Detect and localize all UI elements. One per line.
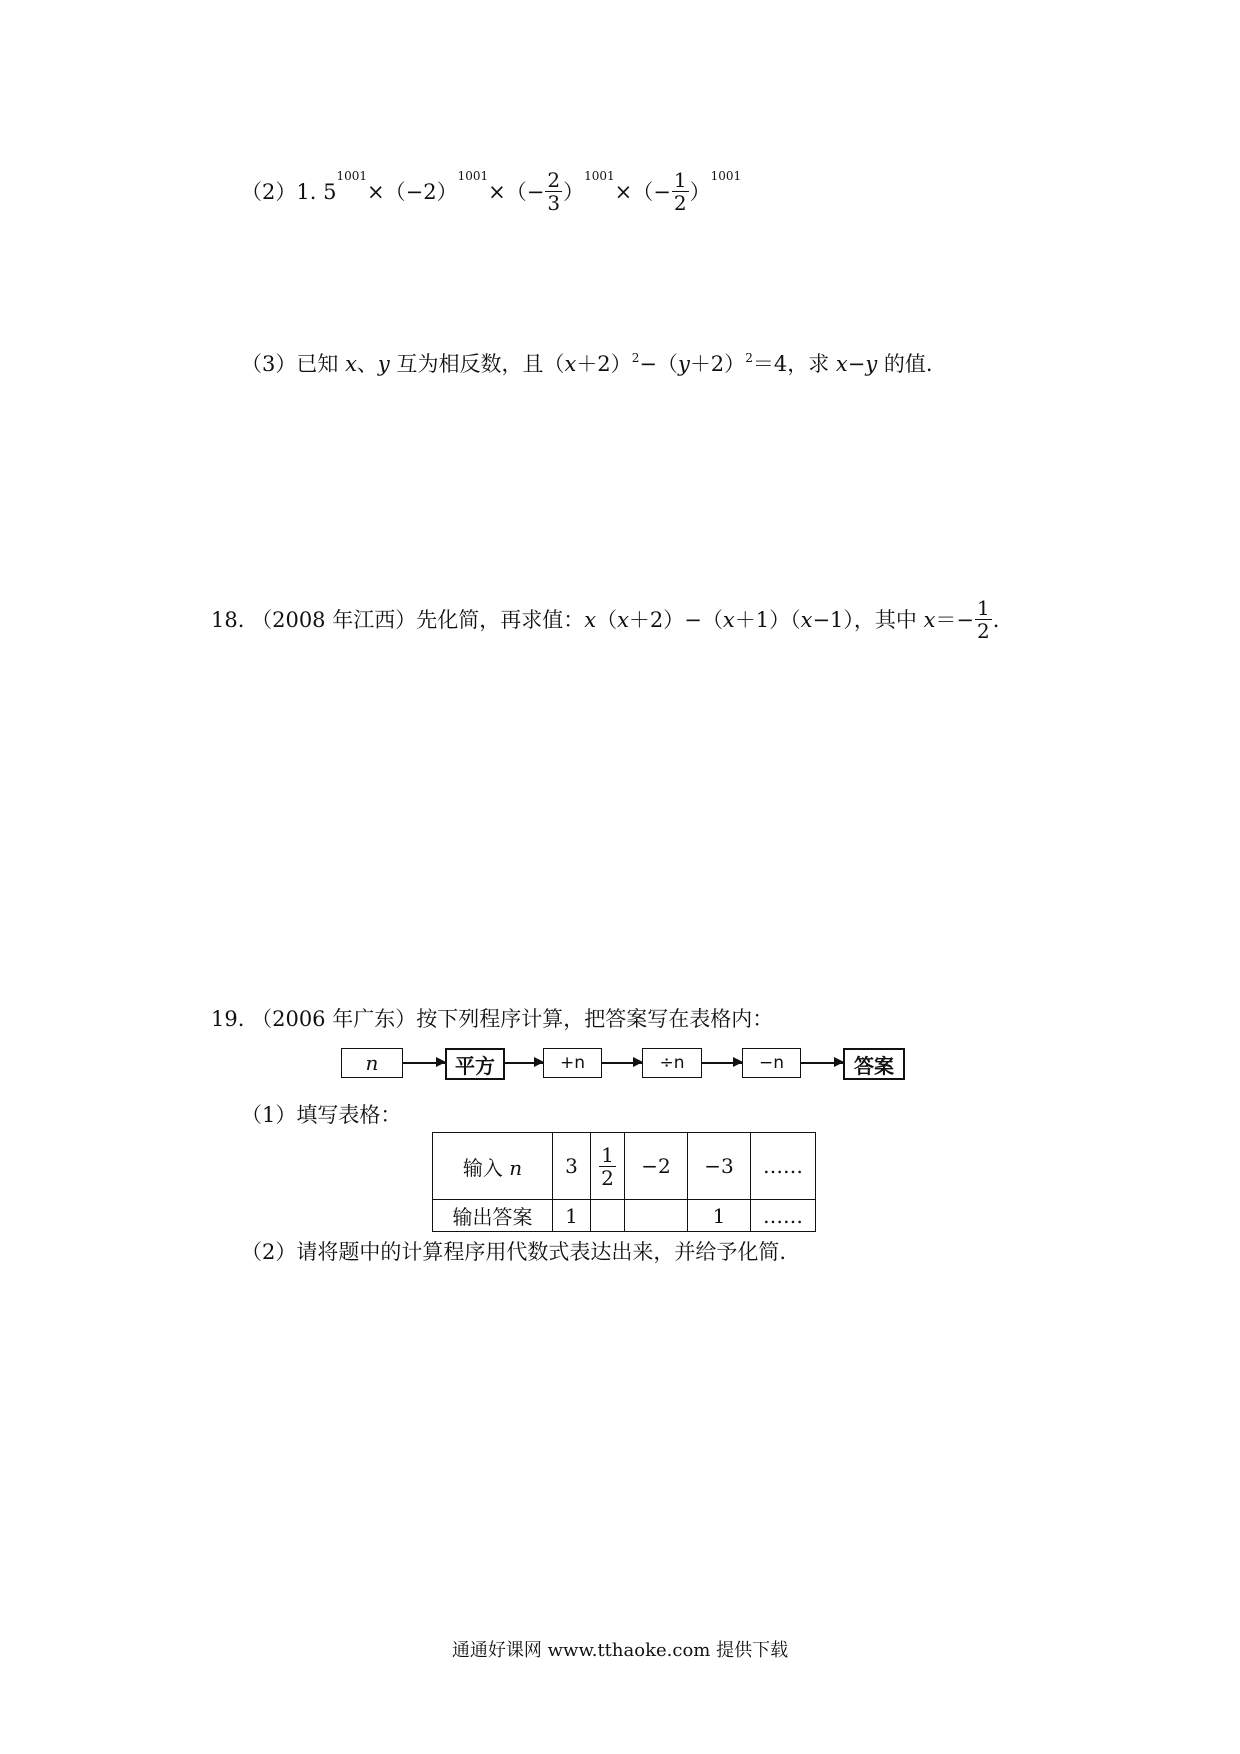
flow-arrow <box>801 1062 843 1064</box>
flow-box-divide-n: ÷n <box>642 1048 702 1078</box>
table-cell-empty <box>625 1200 688 1232</box>
answer-table <box>432 1132 816 1232</box>
fraction-one-half: $\frac{1}{2}$ <box>977 596 990 643</box>
question-source: （2008 年江西） <box>251 608 417 632</box>
flow-arrow <box>403 1062 445 1064</box>
fraction-one-half: $\frac{1}{2}$ <box>673 168 687 215</box>
q19-part1-label: （1）填写表格： <box>241 1103 402 1127</box>
table-row <box>433 1200 816 1232</box>
table-cell: …… <box>751 1200 816 1232</box>
flow-box-answer: 答案 <box>843 1048 905 1080</box>
q18-question: 18. （2008 年江西）先化简，再求值：x（x＋2）−（x＋1）（x−1），其中 x＝− $\frac{1}{2}$ . <box>211 596 1000 643</box>
table-cell: −3 <box>688 1133 751 1200</box>
program-flow-diagram <box>341 1048 907 1080</box>
q17-part2-expression: （2）1. $5^{1001}\times(-2)^{1001}\times(-$ $\frac{2}{3}$ ）$^{1001}$×（− $\frac{1}{2}$ ）$^{1001}$ <box>241 168 742 215</box>
table-row <box>433 1133 816 1200</box>
table-cell: 3 <box>553 1133 591 1200</box>
fraction-one-half: $\frac{1}{2}$ <box>601 1142 614 1190</box>
question-number: 19. <box>211 1007 245 1031</box>
flow-arrow <box>702 1062 742 1064</box>
table-cell: −2 <box>625 1133 688 1200</box>
q17-part3-question: （3）已知 x、y 互为相反数，且$(x+2)^2-(y+2)^2=4$，求 x−y 的值. <box>241 351 933 376</box>
table-cell: 1 <box>553 1200 591 1232</box>
table-header-output: 输出答案 <box>433 1200 553 1232</box>
table-cell <box>591 1133 625 1200</box>
table-header-input: 输入 n <box>433 1133 553 1200</box>
q19-question: 19. （2006 年广东）按下列程序计算，把答案写在表格内： <box>211 1007 774 1031</box>
flow-arrow <box>503 1062 543 1064</box>
page-footer: 通通好课网 www.tthaoke.com 提供下载 <box>451 1640 789 1661</box>
flow-box-add-n: +n <box>543 1048 602 1078</box>
flow-box-subtract-n: −n <box>742 1048 801 1078</box>
question-source: （2006 年广东） <box>251 1007 417 1031</box>
table-cell: …… <box>751 1133 816 1200</box>
fraction-two-thirds: $\frac{2}{3}$ <box>547 168 561 215</box>
q19-part2-question: （2）请将题中的计算程序用代数式表达出来，并给予化简. <box>241 1240 787 1264</box>
flow-box-square: 平方 <box>445 1048 505 1080</box>
question-number: 18. <box>211 608 245 632</box>
table-cell-empty <box>591 1200 625 1232</box>
flow-arrow <box>602 1062 642 1064</box>
table-cell: 1 <box>688 1200 751 1232</box>
flow-box-input: n <box>341 1048 403 1078</box>
